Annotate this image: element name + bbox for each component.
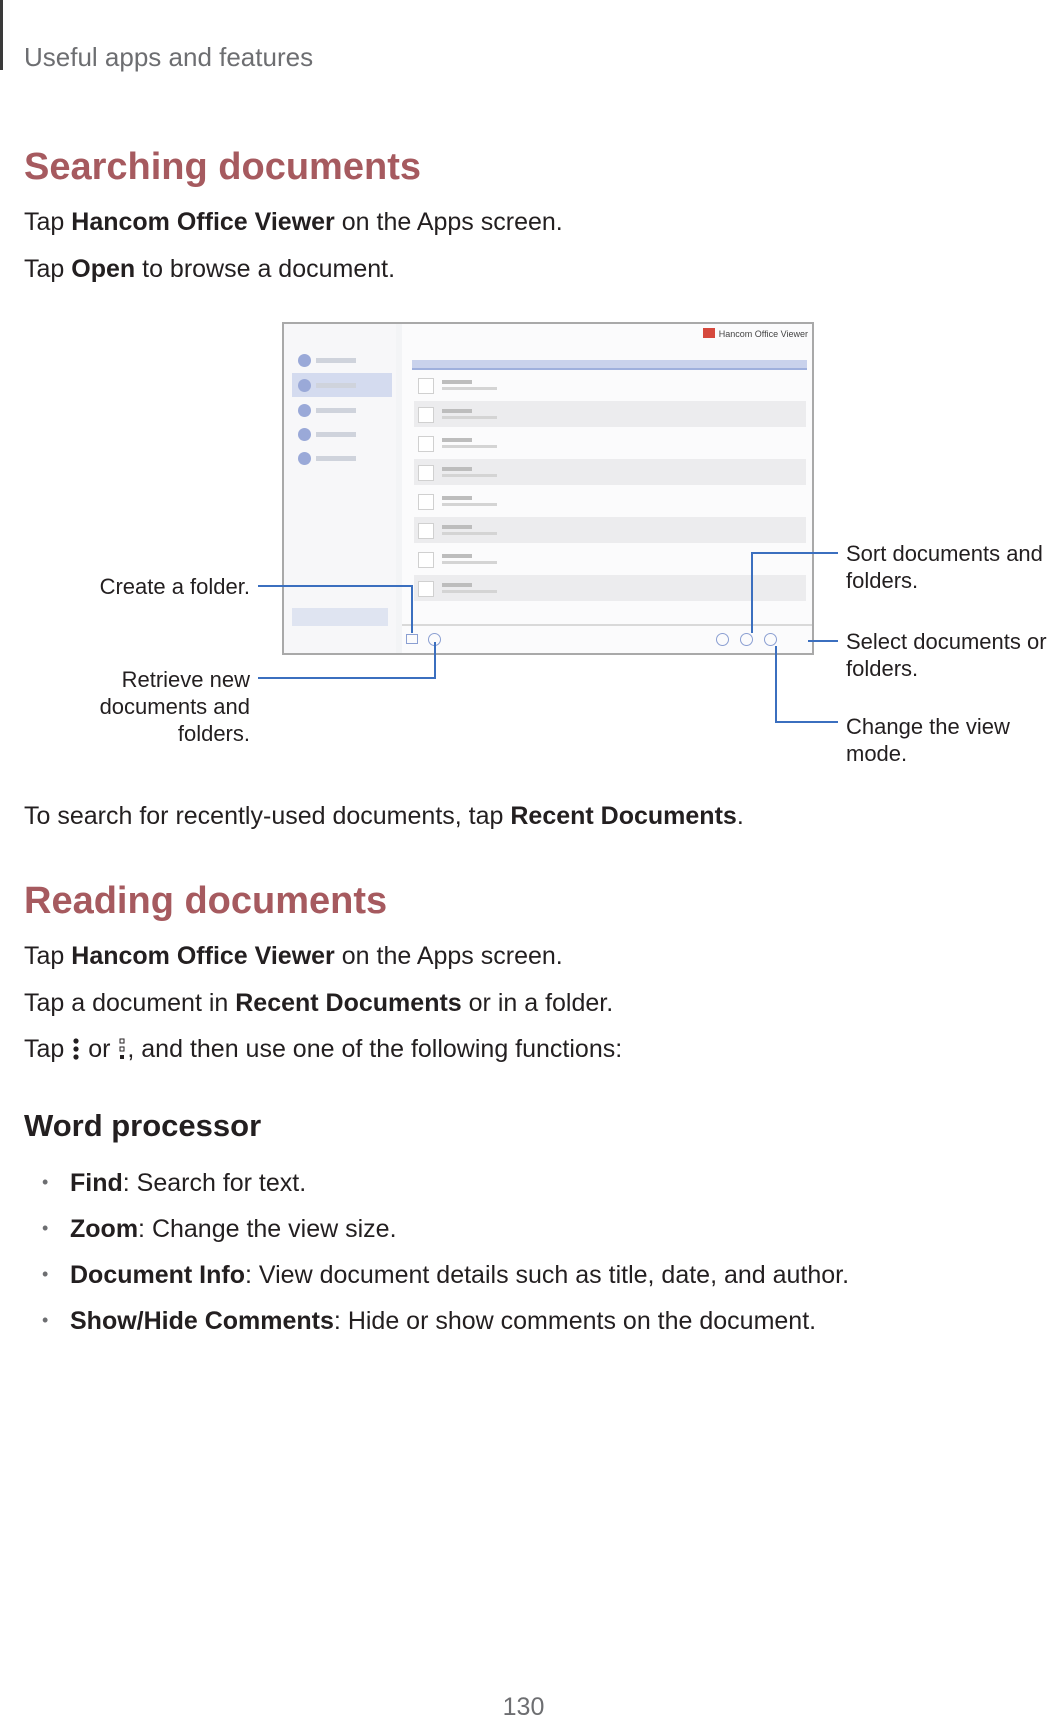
leader-sort: [752, 553, 838, 633]
more-options-icon: [73, 1038, 79, 1060]
bullet-icon: •: [42, 1172, 49, 1192]
section-title-searching: Searching documents: [24, 146, 421, 188]
leader-create-folder: [258, 586, 412, 633]
list-item: • Document Info: View document details such as title, date, and author.: [24, 1261, 849, 1290]
step-text: Tap Hancom Office Viewer on the Apps screen.: [24, 208, 563, 236]
step-text: Tap Hancom Office Viewer on the Apps screen.: [24, 942, 563, 970]
subsection-title-word-processor: Word processor: [24, 1108, 262, 1143]
leader-retrieve: [258, 642, 435, 678]
step-text: Tap a document in Recent Documents or in a folder.: [24, 989, 614, 1017]
bullet-icon: •: [42, 1218, 49, 1238]
recent-documents-note: To search for recently-used documents, tap Recent Documents.: [24, 802, 744, 830]
leader-view-mode: [776, 646, 838, 722]
bullet-icon: •: [42, 1310, 49, 1330]
bullet-icon: •: [42, 1264, 49, 1284]
callout-view-mode: Change the view mode.: [846, 714, 1010, 766]
callout-create-folder: Create a folder.: [99, 574, 250, 599]
brand-label: Hancom Office Viewer: [703, 328, 808, 339]
more-options-outline-icon: [119, 1038, 125, 1060]
callout-sort: Sort documents and folders.: [846, 541, 1043, 593]
callout-retrieve: Retrieve new documents and folders.: [99, 667, 250, 746]
list-item: • Zoom: Change the view size.: [24, 1215, 397, 1244]
list-item: • Find: Search for text.: [24, 1169, 306, 1198]
step-text: Tap or , and then use one of the following functions:: [24, 1035, 623, 1063]
page-number: 130: [502, 1693, 545, 1721]
step-text: Tap Open to browse a document.: [24, 255, 396, 283]
section-title-reading: Reading documents: [24, 880, 388, 922]
list-item: • Show/Hide Comments: Hide or show comments on the document.: [24, 1307, 816, 1336]
running-head: Useful apps and features: [24, 42, 314, 72]
callout-select: Select documents or folders.: [846, 629, 1047, 681]
